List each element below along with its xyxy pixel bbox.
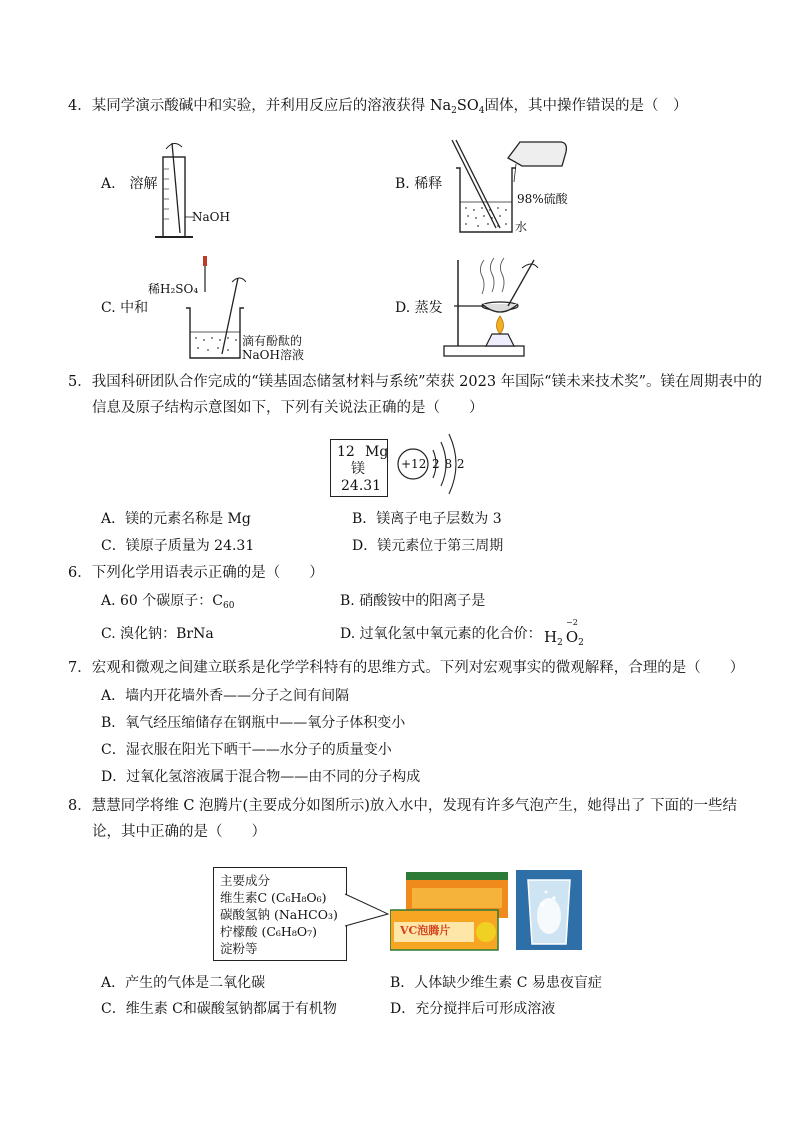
q8-stem-line2: 论，其中正确的是（ ） <box>92 824 266 840</box>
water-tag: 水 <box>515 220 528 234</box>
phenolphthalein-tag: 滴有酚酞的 <box>242 334 303 348</box>
q6-stem: 6．下列化学用语表示正确的是（ ） <box>68 565 324 581</box>
dilute-acid-tag: 稀H₂SO₄ <box>148 282 199 296</box>
q5-option-d: D．镁元素位于第三周期 <box>352 538 504 554</box>
q8-option-b: B．人体缺少维生素 C 易患夜盲症 <box>390 975 602 991</box>
ingredient-citric-acid: 柠檬酸 (C₆H₈O₇) <box>220 924 317 939</box>
evaporation-setup-figure <box>440 254 540 362</box>
q8-option-a: A．产生的气体是二氧化碳 <box>101 975 266 991</box>
q7-option-b: B．氧气经压缩储存在钢瓶中——氧分子体积变小 <box>101 715 406 731</box>
q4-option-b-label: B. 稀释 <box>395 176 443 192</box>
formula-o-sub: 2 <box>578 638 584 648</box>
periodic-table-cell <box>330 439 388 497</box>
q4-stem-end: 固体，其中操作错误的是（ ） <box>484 98 688 114</box>
q4-option-a-label: A. 溶解 <box>101 176 158 192</box>
vc-tablet-package-image <box>390 870 510 952</box>
q4-sub: 2 <box>451 106 457 116</box>
q5-stem-line2: 信息及原子结构示意图如下，下列有关说法正确的是（ ） <box>92 400 484 416</box>
q6-option-a-text: A. 60 个碳原子：C <box>101 593 223 609</box>
q5-option-b: B．镁离子电子层数为 3 <box>352 511 502 527</box>
glass-of-water-image <box>516 870 582 950</box>
formula-o: O <box>565 628 579 646</box>
q7-option-a: A．墙内开花墙外香——分子之间有间隔 <box>101 688 350 704</box>
ingredient-starch: 淀粉等 <box>220 941 258 956</box>
ingredient-vitamin-c: 维生素C (C₆H₈O₆) <box>220 890 327 905</box>
q5-stem-line1: 5．我国科研团队合作完成的“镁基固态储氢材料与系统”荣获 2023 年国际“镁未来技术奖”。镁在周期表中的 <box>68 374 762 390</box>
q8-option-d: D．充分搅拌后可形成溶液 <box>390 1001 556 1017</box>
q7-option-d: D．过氧化氢溶液属于混合物——由不同的分子构成 <box>101 769 421 785</box>
q4-so: SO <box>456 98 479 114</box>
electron-shells: 2 8 2 <box>432 457 465 471</box>
callout-pointer <box>340 890 392 930</box>
q5-option-c: C．镁原子质量为 24.31 <box>101 538 255 554</box>
nucleus-charge: +12 <box>401 457 427 471</box>
q6-option-a-sub: 60 <box>223 601 235 611</box>
q7-stem: 7．宏观和微观之间建立联系是化学学科特有的思维方式。下列对宏观事实的微观解释，合理的是（ ） <box>68 660 745 676</box>
formula-h-sub: 2 <box>557 638 563 648</box>
formula-h: H <box>544 628 558 646</box>
q4-stem-text: 4．某同学演示酸碱中和实验，并利用反应后的溶液获得 Na <box>68 98 452 114</box>
element-name: 镁 <box>351 461 365 477</box>
graduated-cylinder-figure <box>150 135 240 245</box>
atomic-mass: 24.31 <box>341 478 382 494</box>
q4-option-c-label: C. 中和 <box>101 300 149 316</box>
q6-option-b: B. 硝酸铵中的阳离子是 <box>340 593 486 609</box>
sulfuric-acid-tag: 98%硫酸 <box>517 192 568 206</box>
q6-option-c: C. 溴化钠：BrNa <box>101 626 214 642</box>
naoh-tag: NaOH <box>192 210 230 224</box>
q4-sub: 4 <box>478 106 485 116</box>
ingredients-box <box>213 867 347 961</box>
naoh-solution-tag: NaOH溶液 <box>242 348 304 362</box>
atomic-number: 12 <box>337 444 355 460</box>
q7-option-c: C．湿衣服在阳光下晒干——水分子的质量变小 <box>101 742 392 758</box>
q6-option-d <box>340 624 542 644</box>
ingredients-title: 主要成分 <box>220 873 271 888</box>
package-label: VC泡腾片 <box>400 924 451 937</box>
q6-option-d-text: D. 过氧化氢中氧元素的化合价： <box>340 626 542 642</box>
q4-stem <box>68 96 687 121</box>
q5-option-a: A．镁的元素名称是 Mg <box>101 511 251 527</box>
q6-option-a <box>101 591 234 616</box>
peroxide-formula <box>544 628 584 648</box>
oxygen-valence: −2 <box>566 618 578 627</box>
q8-option-c: C．维生素 C和碳酸氢钠都属于有机物 <box>101 1001 337 1017</box>
ingredient-bicarbonate: 碳酸氢钠 (NaHCO₃) <box>220 907 338 922</box>
element-symbol: Mg <box>365 444 389 460</box>
q8-stem-line1: 8．慧慧同学将维 C 泡腾片(主要成分如图所示)放入水中，发现有许多气泡产生，她得出了 下面的一些结 <box>68 798 737 814</box>
q4-option-d-label: D. 蒸发 <box>395 300 443 316</box>
